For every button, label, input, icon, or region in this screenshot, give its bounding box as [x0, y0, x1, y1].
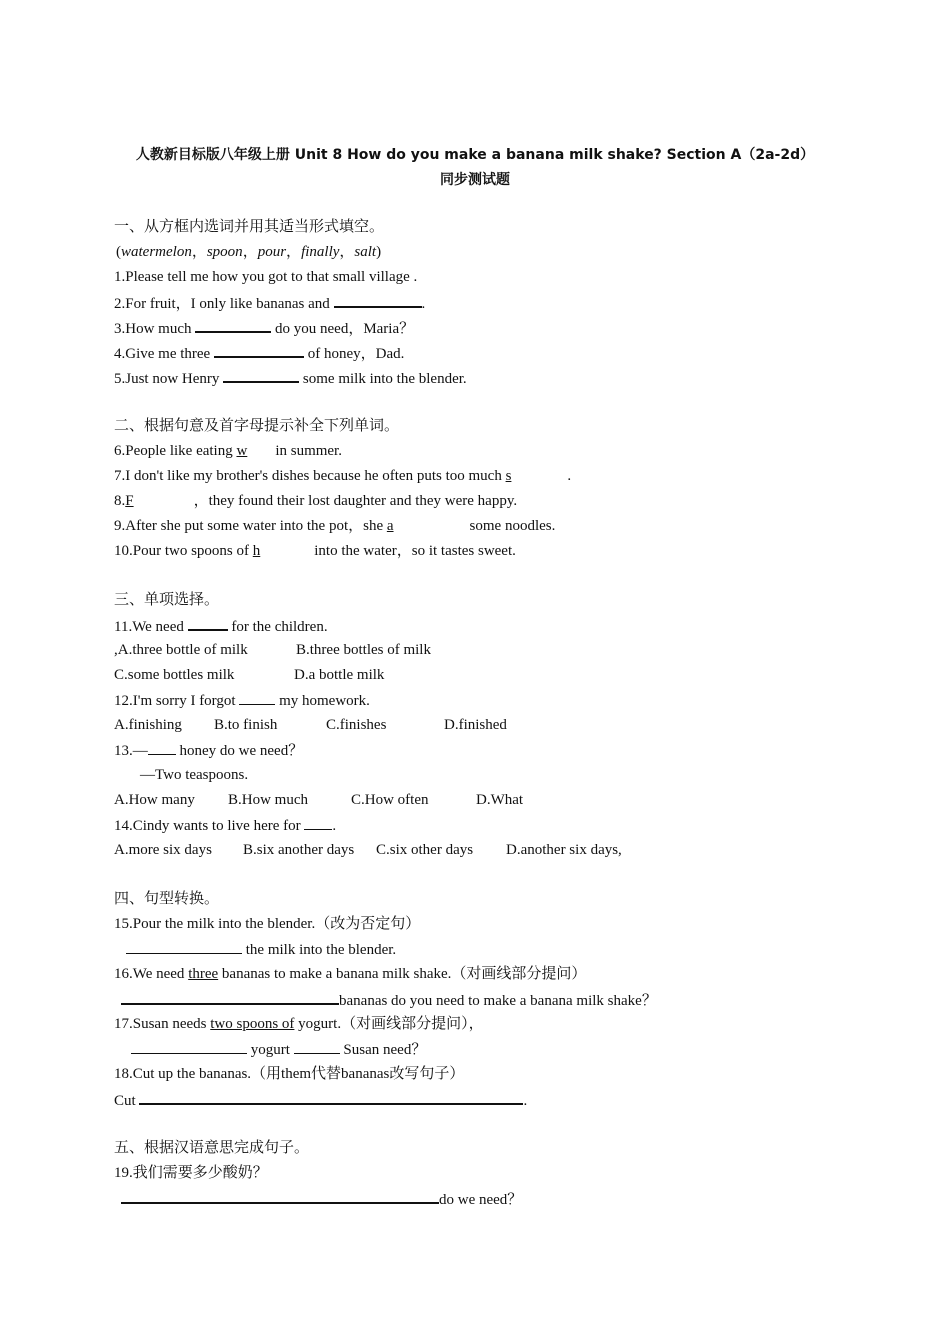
- section-2-heading: 二、根据句意及首字母提示补全下列单词。: [114, 418, 400, 434]
- question-text: 13.—: [114, 743, 148, 759]
- word-option: pour: [257, 244, 287, 260]
- question-1: 1.Please tell me how you got to that small village .: [114, 269, 418, 285]
- question-text: 14.Cindy wants to live here for: [114, 818, 301, 834]
- answer-blank[interactable]: [131, 1039, 247, 1054]
- question-text: in summer.: [275, 443, 342, 459]
- question-text: .: [421, 296, 426, 312]
- answer-text: Cut: [114, 1093, 136, 1109]
- answer-blank[interactable]: [148, 740, 176, 755]
- option-d[interactable]: D.a bottle milk: [294, 667, 385, 683]
- option-c[interactable]: C.finishes: [326, 717, 387, 733]
- answer-text: bananas do you need to make a banana milk shake？: [339, 993, 657, 1009]
- question-16: [114, 964, 586, 984]
- question-text: into the water，so it tastes sweet.: [314, 543, 516, 559]
- initial-letter: s: [505, 468, 512, 484]
- question-5: [114, 367, 467, 389]
- question-text: 17.Susan needs: [114, 1016, 211, 1032]
- option-c[interactable]: C.six other days: [376, 842, 474, 858]
- word-separator: ，: [339, 244, 355, 260]
- underlined-part: three: [188, 966, 219, 982]
- initial-letter: h: [252, 543, 261, 559]
- question-text: 9.After she put some water into the pot，she: [114, 518, 387, 534]
- question-14-options: [114, 840, 622, 860]
- question-text: do you need，Maria？: [275, 321, 415, 337]
- option-b[interactable]: B.How much: [228, 792, 308, 808]
- question-10: [114, 541, 516, 561]
- question-text: honey do we need？: [179, 743, 304, 759]
- question-6: [114, 441, 342, 461]
- option-b[interactable]: B.to finish: [214, 717, 278, 733]
- question-text: 12.I'm sorry I forgot: [114, 693, 236, 709]
- question-12: [114, 690, 370, 711]
- initial-letter-blank[interactable]: [506, 468, 568, 484]
- question-text: 11.We need: [114, 619, 184, 635]
- answer-blank[interactable]: [126, 939, 242, 954]
- word-option: salt: [354, 244, 377, 260]
- option-d[interactable]: D.finished: [444, 717, 507, 733]
- question-text: 10.Pour two spoons of: [114, 543, 253, 559]
- question-text: .: [332, 818, 337, 834]
- question-text: yogurt.（对画线部分提问），: [294, 1016, 484, 1032]
- answer-blank[interactable]: [121, 989, 339, 1005]
- initial-letter: w: [236, 443, 248, 459]
- option-a[interactable]: A.finishing: [114, 717, 182, 733]
- initial-letter: F: [125, 493, 134, 509]
- word-box-close: ): [376, 244, 382, 260]
- question-15-answer: [126, 939, 396, 960]
- option-a[interactable]: A.How many: [114, 792, 195, 808]
- word-option: spoon: [206, 244, 243, 260]
- option-a[interactable]: ,A.three bottle of milk: [114, 642, 248, 658]
- option-c[interactable]: C.How often: [351, 792, 429, 808]
- answer-text: the milk into the blender.: [245, 942, 397, 958]
- option-b[interactable]: B.six another days: [243, 842, 355, 858]
- question-text: 2.For fruit，I only like bananas and: [114, 296, 330, 312]
- initial-letter-blank[interactable]: [253, 543, 315, 559]
- word-option: watermelon: [121, 244, 192, 260]
- question-13-response: —Two teaspoons.: [140, 767, 249, 783]
- question-11-options-1: [114, 640, 431, 660]
- question-4: [114, 342, 404, 364]
- question-text: my homework.: [279, 693, 370, 709]
- option-c[interactable]: C.some bottles milk: [114, 667, 235, 683]
- answer-text: yogurt: [250, 1042, 290, 1058]
- question-12-options: [114, 715, 507, 735]
- question-9: [114, 516, 555, 536]
- question-19-answer: [121, 1188, 522, 1210]
- question-text: 4.Give me three: [114, 346, 211, 362]
- question-11-options-2: [114, 665, 385, 685]
- answer-blank[interactable]: [195, 317, 271, 333]
- answer-text: Susan need？: [343, 1042, 427, 1058]
- question-7: [114, 466, 571, 486]
- option-b[interactable]: B.three bottles of milk: [296, 642, 431, 658]
- question-11: [114, 615, 328, 637]
- word-option: finally: [301, 244, 340, 260]
- question-17-answer: [131, 1039, 426, 1060]
- question-18: 18.Cut up the bananas.（用them代替bananas改写句子）: [114, 1066, 465, 1082]
- answer-text: .: [523, 1093, 528, 1109]
- question-19: 19.我们需要多少酸奶？: [114, 1165, 268, 1181]
- word-separator: ，: [286, 244, 302, 260]
- question-2: [114, 292, 425, 314]
- question-17: [114, 1014, 484, 1034]
- question-text: 5.Just now Henry: [114, 371, 220, 387]
- answer-blank[interactable]: [294, 1039, 340, 1054]
- question-13-options: [114, 790, 524, 810]
- section-4-heading: 四、句型转换。: [114, 891, 220, 907]
- question-3: [114, 317, 414, 339]
- initial-letter: a: [386, 518, 394, 534]
- initial-letter-blank[interactable]: [236, 443, 275, 459]
- answer-blank[interactable]: [121, 1188, 439, 1204]
- question-text: 16.We need: [114, 966, 189, 982]
- option-a[interactable]: A.more six days: [114, 842, 212, 858]
- question-text: some noodles.: [469, 518, 556, 534]
- initial-letter-blank[interactable]: [125, 493, 193, 509]
- question-8: [114, 491, 517, 511]
- question-text: for the children.: [231, 619, 328, 635]
- answer-blank[interactable]: [334, 292, 422, 308]
- worksheet-title: 人教新目标版八年级上册 Unit 8 How do you make a banana milk shake? Section A（2a-2d）: [135, 147, 815, 163]
- word-box-open: (: [116, 244, 121, 260]
- answer-blank[interactable]: [188, 615, 228, 631]
- answer-blank[interactable]: [139, 1089, 523, 1105]
- question-text: some milk into the blender.: [302, 371, 467, 387]
- answer-blank[interactable]: [214, 342, 304, 358]
- question-14: [114, 815, 336, 836]
- section-3-heading: 三、单项选择。: [114, 592, 220, 608]
- question-13: [114, 740, 303, 761]
- answer-blank[interactable]: [304, 815, 332, 830]
- section-1-heading: 一、从方框内选词并用其适当形式填空。: [114, 219, 385, 235]
- question-text: 3.How much: [114, 321, 192, 337]
- underlined-part: two spoons of: [210, 1016, 295, 1032]
- option-d[interactable]: D.another six days,: [506, 842, 622, 858]
- worksheet-subtitle: 同步测试题: [440, 172, 510, 188]
- question-text: .: [567, 468, 572, 484]
- word-separator: ，: [242, 244, 258, 260]
- question-text: 7.I don't like my brother's dishes because he often puts too much: [114, 468, 506, 484]
- question-text: 8.: [114, 493, 126, 509]
- question-16-answer: [121, 989, 657, 1011]
- question-text: 6.People like eating: [114, 443, 237, 459]
- word-box: [116, 242, 381, 262]
- option-d[interactable]: D.What: [476, 792, 524, 808]
- section-5-heading: 五、根据汉语意思完成句子。: [114, 1140, 310, 1156]
- question-15: 15.Pour the milk into the blender.（改为否定句）: [114, 916, 421, 932]
- question-text: of honey，Dad.: [307, 346, 405, 362]
- question-18-answer: [114, 1089, 527, 1111]
- answer-text: do we need？: [439, 1192, 523, 1208]
- word-separator: ，: [191, 244, 207, 260]
- initial-letter-blank[interactable]: [387, 518, 470, 534]
- answer-blank[interactable]: [223, 367, 299, 383]
- question-text: ，they found their lost daughter and they were happy.: [193, 493, 518, 509]
- question-text: bananas to make a banana milk shake.（对画线部分提问）: [218, 966, 587, 982]
- answer-blank[interactable]: [239, 690, 275, 705]
